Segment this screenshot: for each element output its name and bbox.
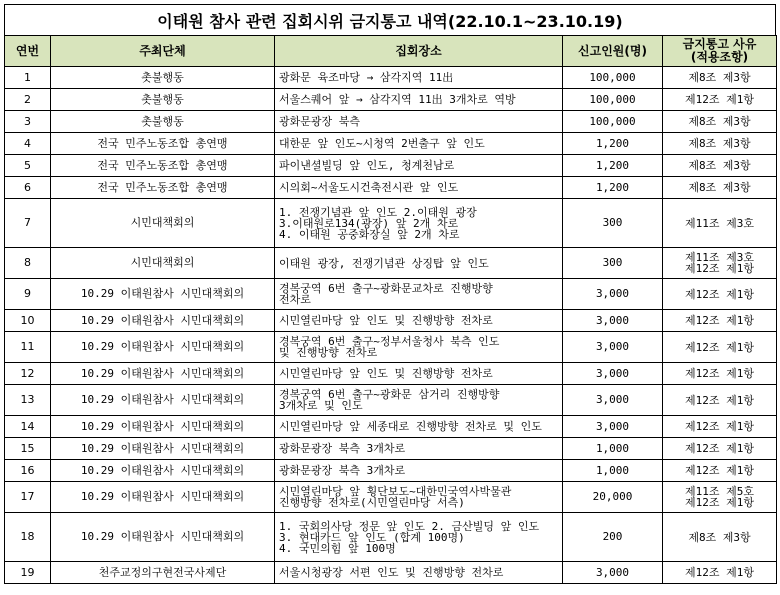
- cell-count: 1,000: [563, 460, 663, 482]
- cell-place: 서울시청광장 서편 인도 및 진행방향 전차로: [275, 562, 563, 584]
- table-row: [5, 363, 777, 385]
- cell-count: 1,000: [563, 438, 663, 460]
- cell-org: 전국 민주노동조합 총연맹: [51, 177, 275, 199]
- table-row: [5, 279, 777, 310]
- notice-table: [4, 35, 777, 584]
- cell-no: 11: [5, 332, 51, 363]
- page-title: 이태원 참사 관련 집회시위 금지통고 내역(22.10.1~23.10.19): [4, 4, 776, 35]
- cell-reason: 제8조 제3항: [663, 177, 777, 199]
- cell-place: 1. 전쟁기념관 앞 인도 2.이태원 광장 3.이태원로134(광장) 앞 2개 차로 4. 이태원 공중화장실 앞 2개 차로: [275, 199, 563, 248]
- cell-count: 20,000: [563, 482, 663, 513]
- cell-org: 천주교정의구현전국사제단: [51, 562, 275, 584]
- cell-reason: 제12조 제1항: [663, 363, 777, 385]
- cell-no: 14: [5, 416, 51, 438]
- cell-org: 촛불행동: [51, 89, 275, 111]
- table-row: [5, 310, 777, 332]
- cell-reason: 제12조 제1항: [663, 562, 777, 584]
- cell-place: 광화문광장 북측 3개차로: [275, 438, 563, 460]
- cell-reason: 제8조 제3항: [663, 513, 777, 562]
- cell-org: 10.29 이태원참사 시민대책회의: [51, 332, 275, 363]
- cell-place: 1. 국회의사당 정문 앞 인도 2. 금산빌딩 앞 인도 3. 현대카드 앞 인도 (합계 100명) 4. 국민의힘 앞 100명: [275, 513, 563, 562]
- table-row: [5, 199, 777, 248]
- cell-count: 3,000: [563, 332, 663, 363]
- cell-place: 시의회~서울도시건축전시관 앞 인도: [275, 177, 563, 199]
- cell-count: 1,200: [563, 133, 663, 155]
- cell-count: 3,000: [563, 279, 663, 310]
- cell-org: 시민대책회의: [51, 199, 275, 248]
- table-row: [5, 67, 777, 89]
- cell-reason: 제12조 제1항: [663, 438, 777, 460]
- cell-reason: 제11조 제3호: [663, 199, 777, 248]
- table-row: [5, 248, 777, 279]
- cell-org: 10.29 이태원참사 시민대책회의: [51, 279, 275, 310]
- cell-place: 시민열린마당 앞 인도 및 진행방향 전차로: [275, 310, 563, 332]
- cell-reason: 제12조 제1항: [663, 310, 777, 332]
- cell-count: 3,000: [563, 385, 663, 416]
- cell-place: 경복궁역 6번 출구~광화문교차로 진행방향 전차로: [275, 279, 563, 310]
- cell-count: 3,000: [563, 363, 663, 385]
- header-no: 연번: [5, 36, 51, 67]
- table-row: [5, 482, 777, 513]
- table-body: [5, 67, 777, 584]
- cell-reason: 제12조 제1항: [663, 460, 777, 482]
- cell-reason: 제8조 제3항: [663, 111, 777, 133]
- table-row: [5, 111, 777, 133]
- cell-org: 10.29 이태원참사 시민대책회의: [51, 416, 275, 438]
- cell-count: 3,000: [563, 310, 663, 332]
- table-header-row: [5, 36, 777, 67]
- cell-no: 15: [5, 438, 51, 460]
- cell-no: 6: [5, 177, 51, 199]
- cell-reason: 제11조 제5호 제12조 제1항: [663, 482, 777, 513]
- cell-no: 1: [5, 67, 51, 89]
- table-row: [5, 416, 777, 438]
- cell-place: 광화문 육조마당 → 삼각지역 11出: [275, 67, 563, 89]
- cell-place: 광화문광장 북측: [275, 111, 563, 133]
- cell-place: 경복궁역 6번 출구~광화문 삼거리 진행방향 3개차로 및 인도: [275, 385, 563, 416]
- cell-place: 서울스퀘어 앞 → 삼각지역 11出 3개차로 역방: [275, 89, 563, 111]
- cell-org: 시민대책회의: [51, 248, 275, 279]
- notice-table-container: [4, 4, 776, 584]
- cell-org: 촛불행동: [51, 111, 275, 133]
- cell-count: 3,000: [563, 416, 663, 438]
- cell-place: 광화문광장 북측 3개차로: [275, 460, 563, 482]
- cell-org: 10.29 이태원참사 시민대책회의: [51, 513, 275, 562]
- table-row: [5, 460, 777, 482]
- cell-org: 촛불행동: [51, 67, 275, 89]
- cell-place: 시민열린마당 앞 횡단보도~대한민국역사박물관 진행방향 전차로(시민열린마당 서측): [275, 482, 563, 513]
- table-row: [5, 332, 777, 363]
- cell-reason: 제12조 제1항: [663, 89, 777, 111]
- table-row: [5, 177, 777, 199]
- cell-org: 10.29 이태원참사 시민대책회의: [51, 363, 275, 385]
- table-row: [5, 89, 777, 111]
- cell-count: 300: [563, 199, 663, 248]
- cell-no: 7: [5, 199, 51, 248]
- cell-no: 10: [5, 310, 51, 332]
- cell-org: 10.29 이태원참사 시민대책회의: [51, 482, 275, 513]
- cell-reason: 제12조 제1항: [663, 385, 777, 416]
- cell-count: 1,200: [563, 155, 663, 177]
- cell-org: 전국 민주노동조합 총연맹: [51, 133, 275, 155]
- cell-reason: 제8조 제3항: [663, 155, 777, 177]
- cell-no: 16: [5, 460, 51, 482]
- table-row: [5, 155, 777, 177]
- cell-count: 1,200: [563, 177, 663, 199]
- cell-reason: 제8조 제3항: [663, 133, 777, 155]
- cell-count: 200: [563, 513, 663, 562]
- cell-no: 2: [5, 89, 51, 111]
- cell-no: 13: [5, 385, 51, 416]
- cell-place: 경복궁역 6번 출구~정부서울청사 북측 인도 및 진행방향 전차로: [275, 332, 563, 363]
- cell-reason: 제11조 제3호 제12조 제1항: [663, 248, 777, 279]
- table-row: [5, 385, 777, 416]
- cell-no: 5: [5, 155, 51, 177]
- cell-count: 3,000: [563, 562, 663, 584]
- cell-no: 18: [5, 513, 51, 562]
- header-reason: 금지통고 사유 (적용조항): [663, 36, 777, 67]
- cell-no: 19: [5, 562, 51, 584]
- cell-org: 10.29 이태원참사 시민대책회의: [51, 460, 275, 482]
- cell-reason: 제12조 제1항: [663, 416, 777, 438]
- cell-count: 100,000: [563, 111, 663, 133]
- cell-org: 10.29 이태원참사 시민대책회의: [51, 385, 275, 416]
- cell-no: 12: [5, 363, 51, 385]
- header-org: 주최단체: [51, 36, 275, 67]
- cell-place: 파이낸셜빌딩 앞 인도, 청계천남로: [275, 155, 563, 177]
- cell-place: 시민열린마당 앞 인도 및 진행방향 전차로: [275, 363, 563, 385]
- cell-reason: 제12조 제1항: [663, 279, 777, 310]
- cell-no: 8: [5, 248, 51, 279]
- cell-count: 100,000: [563, 89, 663, 111]
- cell-count: 300: [563, 248, 663, 279]
- cell-org: 10.29 이태원참사 시민대책회의: [51, 438, 275, 460]
- cell-place: 대한문 앞 인도~시청역 2번출구 앞 인도: [275, 133, 563, 155]
- cell-org: 10.29 이태원참사 시민대책회의: [51, 310, 275, 332]
- cell-org: 전국 민주노동조합 총연맹: [51, 155, 275, 177]
- header-place: 집회장소: [275, 36, 563, 67]
- cell-place: 시민열린마당 앞 세종대로 진행방향 전차로 및 인도: [275, 416, 563, 438]
- cell-no: 4: [5, 133, 51, 155]
- cell-count: 100,000: [563, 67, 663, 89]
- table-row: [5, 562, 777, 584]
- header-count: 신고인원(명): [563, 36, 663, 67]
- cell-place: 이태원 광장, 전쟁기념관 상징탑 앞 인도: [275, 248, 563, 279]
- table-row: [5, 438, 777, 460]
- cell-no: 3: [5, 111, 51, 133]
- cell-no: 17: [5, 482, 51, 513]
- table-row: [5, 513, 777, 562]
- cell-reason: 제8조 제3항: [663, 67, 777, 89]
- cell-reason: 제12조 제1항: [663, 332, 777, 363]
- cell-no: 9: [5, 279, 51, 310]
- table-row: [5, 133, 777, 155]
